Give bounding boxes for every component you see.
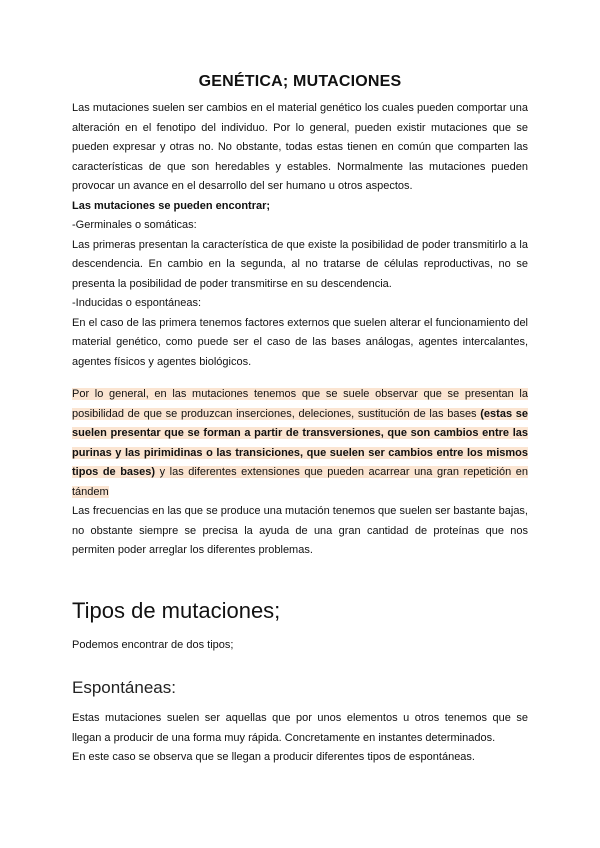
highlight-text-1: Por lo general, en las mutaciones tenemos que se suele observar que se presentan la posibilidad de que se produzcan inserciones, deleciones, sustitución de las bases xyxy=(72,388,528,420)
induced-paragraph: En el caso de las primera tenemos factores externos que suelen alterar el funcionamiento del material genético, como puede ser el caso de las bases análogas, agentes intercalantes, agentes físicos y agentes biológicos. xyxy=(72,316,528,368)
frequency-paragraph: Las frecuencias en las que se produce una mutación tenemos que suelen ser bastante bajas, no obstante siempre se precisa la ayuda de una gran cantidad de proteínas que nos permiten poder arreglar los diferentes problemas. xyxy=(72,505,528,556)
section-intro xyxy=(72,99,528,372)
subheading-found: Las mutaciones se pueden encontrar; xyxy=(72,199,271,212)
highlight-text-2: y las diferentes extensiones que pueden acarrear una gran repetición en tándem xyxy=(72,466,529,498)
spontaneous-heading: Espontáneas: xyxy=(72,678,176,697)
germinal-label: -Germinales o somáticas: xyxy=(72,219,197,231)
intro-paragraph: Las mutaciones suelen ser cambios en el material genético los cuales pueden comportar una alteración en el fenotipo del individuo. Por lo general, pueden existir mutaciones que se pueden expresar y otras no. No obstante, todas estas tienen en común que comparten las características de que son heredables y estables. Normalmente las mutaciones pueden provocar un avance en el desarrollo del ser humano u otros aspectos. xyxy=(72,102,528,192)
highlighted-paragraph xyxy=(72,385,528,502)
germinal-paragraph: Las primeras presentan la característica de que existe la posibilidad de poder transmitirlo a la descendencia. En cambio en la segunda, al no tratarse de células reproductivas, no se presenta la posibilidad de poder transmitirse en su descendencia. xyxy=(72,238,528,290)
spontaneous-section xyxy=(72,709,528,768)
spontaneous-paragraph-2: En este caso se observa que se llegan a producir diferentes tipos de espontáneas. xyxy=(72,751,475,763)
highlight-text-bold: (estas se suelen presentar que se forman a partir de transversiones, que son cambios entre las purinas y las pirimidinas o las transiciones, que suelen ser cambios entre los mismos tipos de bases) xyxy=(72,407,529,478)
document-title: GENÉTICA; MUTACIONES xyxy=(198,73,402,90)
spontaneous-paragraph-1: Estas mutaciones suelen ser aquellas que por unos elementos u otros tenemos que se llegan a producir de una forma muy rápida. Concretamente en instantes determinados. xyxy=(72,712,528,744)
section-mutation-types-detail xyxy=(72,385,528,561)
induced-label: -Inducidas o espontáneas: xyxy=(72,297,202,309)
types-heading: Tipos de mutaciones; xyxy=(72,598,281,623)
types-intro: Podemos encontrar de dos tipos; xyxy=(72,639,234,651)
